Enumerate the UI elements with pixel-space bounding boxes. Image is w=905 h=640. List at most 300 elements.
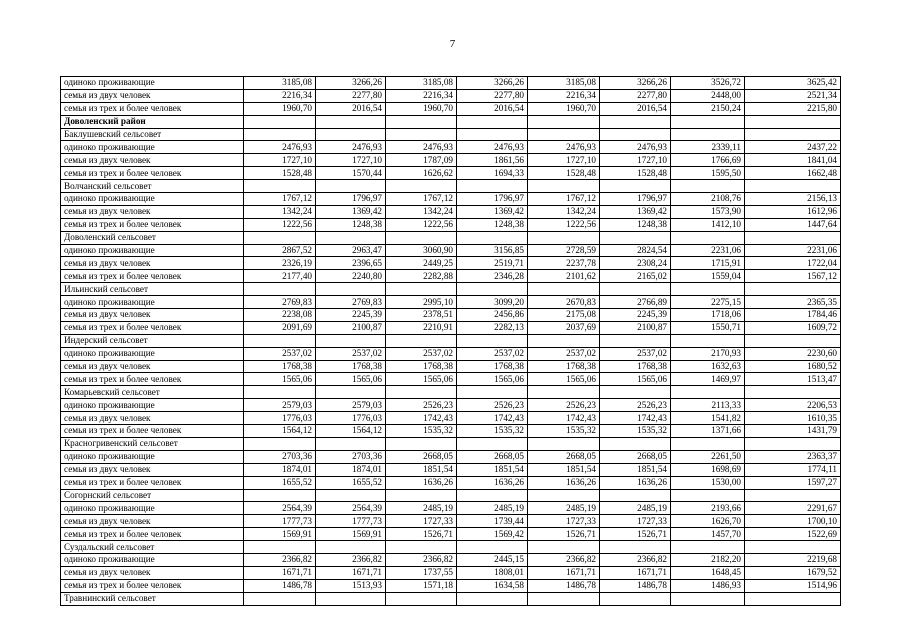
value-cell: 1610,35 (745, 412, 841, 425)
value-cell: 1960,70 (528, 102, 600, 115)
value-cell: 2177,40 (244, 270, 316, 283)
table-row (61, 154, 841, 167)
table-row (61, 373, 841, 386)
value-cell: 2308,24 (600, 257, 671, 270)
value-cell (600, 437, 671, 450)
value-cell: 1535,32 (386, 425, 457, 438)
value-cell (600, 541, 671, 554)
table-row (61, 463, 841, 476)
table-row (61, 102, 841, 115)
table-row (61, 476, 841, 489)
value-cell: 1727,33 (600, 515, 671, 528)
value-cell: 1342,24 (244, 205, 316, 218)
value-cell: 2485,19 (386, 502, 457, 515)
value-cell: 2170,93 (671, 347, 745, 360)
row-label: Травнинский сельсовет (61, 592, 244, 605)
value-cell (528, 231, 600, 244)
value-cell: 1626,70 (671, 515, 745, 528)
row-label: одиноко проживающие (61, 141, 244, 154)
value-cell: 1371,66 (671, 425, 745, 438)
value-cell: 2579,03 (316, 399, 386, 412)
row-label: семья из двух человек (61, 309, 244, 322)
table-row (61, 115, 841, 128)
value-cell: 2231,06 (745, 244, 841, 257)
value-cell: 2091,69 (244, 321, 316, 334)
value-cell (316, 489, 386, 502)
value-cell: 2365,35 (745, 296, 841, 309)
row-label: семья из трех и более человек (61, 270, 244, 283)
value-cell: 2766,89 (600, 296, 671, 309)
value-cell: 2240,80 (316, 270, 386, 283)
table-row (61, 141, 841, 154)
value-cell (457, 180, 528, 193)
value-cell: 1431,79 (745, 425, 841, 438)
row-label: одиноко проживающие (61, 244, 244, 257)
value-cell: 1522,69 (745, 528, 841, 541)
row-label: одиноко проживающие (61, 450, 244, 463)
table-row (61, 218, 841, 231)
value-cell: 1612,96 (745, 205, 841, 218)
value-cell (745, 180, 841, 193)
row-label: Индерский сельсовет (61, 334, 244, 347)
value-cell: 1569,91 (244, 528, 316, 541)
value-cell (244, 334, 316, 347)
value-cell: 1768,38 (457, 360, 528, 373)
value-cell: 1776,03 (244, 412, 316, 425)
value-cell (386, 231, 457, 244)
value-cell (600, 115, 671, 128)
value-cell: 1609,72 (745, 321, 841, 334)
value-cell: 1768,38 (600, 360, 671, 373)
value-cell: 2113,33 (671, 399, 745, 412)
value-cell: 1342,24 (386, 205, 457, 218)
value-cell: 1742,43 (386, 412, 457, 425)
table-row (61, 193, 841, 206)
value-cell: 1248,38 (457, 218, 528, 231)
value-cell: 3266,26 (457, 77, 528, 90)
value-cell (386, 180, 457, 193)
value-cell (386, 489, 457, 502)
value-cell: 3266,26 (316, 77, 386, 90)
value-cell: 1768,38 (316, 360, 386, 373)
value-cell (244, 541, 316, 554)
value-cell: 1486,93 (671, 579, 745, 592)
value-cell: 2963,47 (316, 244, 386, 257)
table-row (61, 450, 841, 463)
row-label: одиноко проживающие (61, 399, 244, 412)
value-cell: 2769,83 (244, 296, 316, 309)
value-cell (600, 334, 671, 347)
value-cell (457, 128, 528, 141)
row-label: семья из двух человек (61, 360, 244, 373)
table-row (61, 553, 841, 566)
value-cell: 2282,13 (457, 321, 528, 334)
value-cell (745, 283, 841, 296)
value-cell: 3185,08 (244, 77, 316, 90)
row-label: семья из трех и более человек (61, 218, 244, 231)
value-cell: 1796,97 (316, 193, 386, 206)
value-cell (528, 489, 600, 502)
value-cell (457, 283, 528, 296)
value-cell: 1737,55 (386, 566, 457, 579)
value-cell (457, 437, 528, 450)
row-label: Комарьевский сельсовет (61, 386, 244, 399)
value-cell: 2366,82 (316, 553, 386, 566)
value-cell: 1662,48 (745, 167, 841, 180)
value-cell (528, 592, 600, 605)
value-cell: 2237,78 (528, 257, 600, 270)
value-cell: 1767,12 (528, 193, 600, 206)
row-label: семья из трех и более человек (61, 167, 244, 180)
value-cell: 1648,45 (671, 566, 745, 579)
value-cell (745, 437, 841, 450)
value-cell: 2108,76 (671, 193, 745, 206)
value-cell: 1768,38 (528, 360, 600, 373)
value-cell (600, 283, 671, 296)
table-row (61, 489, 841, 502)
row-label: семья из трех и более человек (61, 579, 244, 592)
value-cell: 1727,10 (316, 154, 386, 167)
value-cell: 1567,12 (745, 270, 841, 283)
value-cell: 2526,23 (457, 399, 528, 412)
value-cell: 2339,11 (671, 141, 745, 154)
row-label: семья из двух человек (61, 154, 244, 167)
table-row (61, 541, 841, 554)
value-cell: 2346,28 (457, 270, 528, 283)
value-cell: 2216,34 (244, 89, 316, 102)
value-cell: 1528,48 (600, 167, 671, 180)
value-cell: 1412,10 (671, 218, 745, 231)
value-cell (745, 592, 841, 605)
value-cell: 1874,01 (316, 463, 386, 476)
table-row (61, 412, 841, 425)
value-cell: 1680,52 (745, 360, 841, 373)
value-cell: 1796,97 (457, 193, 528, 206)
value-cell: 1851,54 (386, 463, 457, 476)
value-cell: 2206,53 (745, 399, 841, 412)
value-cell: 1248,38 (316, 218, 386, 231)
table-row (61, 321, 841, 334)
value-cell: 1694,33 (457, 167, 528, 180)
value-cell: 2537,02 (600, 347, 671, 360)
value-cell: 1727,10 (528, 154, 600, 167)
value-cell: 2564,39 (244, 502, 316, 515)
value-cell: 2476,93 (316, 141, 386, 154)
value-cell: 2476,93 (244, 141, 316, 154)
value-cell (457, 386, 528, 399)
value-cell: 2476,93 (528, 141, 600, 154)
row-label: Красногривенский сельсовет (61, 437, 244, 450)
table-row (61, 309, 841, 322)
value-cell: 2526,23 (528, 399, 600, 412)
value-cell: 2537,02 (457, 347, 528, 360)
value-cell: 2366,82 (528, 553, 600, 566)
row-label: семья из двух человек (61, 257, 244, 270)
value-cell: 2476,93 (457, 141, 528, 154)
value-cell (244, 283, 316, 296)
value-cell (386, 592, 457, 605)
value-cell: 2366,82 (386, 553, 457, 566)
value-cell: 2445,15 (457, 553, 528, 566)
value-cell (316, 437, 386, 450)
value-cell: 3185,08 (386, 77, 457, 90)
value-cell (244, 180, 316, 193)
value-cell (745, 128, 841, 141)
row-label: Суздальский сельсовет (61, 541, 244, 554)
page-number: 7 (449, 38, 456, 50)
value-cell: 3060,90 (386, 244, 457, 257)
table-row (61, 205, 841, 218)
value-cell: 3266,26 (600, 77, 671, 90)
value-cell: 1742,43 (600, 412, 671, 425)
value-cell (671, 541, 745, 554)
value-cell: 3625,42 (745, 77, 841, 90)
value-cell: 2100,87 (316, 321, 386, 334)
value-cell: 1655,52 (244, 476, 316, 489)
table-row (61, 334, 841, 347)
tariff-table (60, 76, 841, 606)
value-cell: 2485,19 (457, 502, 528, 515)
table-row (61, 167, 841, 180)
value-cell: 1248,38 (600, 218, 671, 231)
value-cell: 1565,06 (386, 373, 457, 386)
value-cell (386, 334, 457, 347)
value-cell (671, 592, 745, 605)
value-cell: 1851,54 (457, 463, 528, 476)
value-cell: 2277,80 (457, 89, 528, 102)
value-cell: 2668,05 (386, 450, 457, 463)
value-cell: 1861,56 (457, 154, 528, 167)
value-cell (386, 128, 457, 141)
value-cell (528, 386, 600, 399)
value-cell (316, 592, 386, 605)
value-cell: 2016,54 (457, 102, 528, 115)
table-row (61, 89, 841, 102)
value-cell (457, 489, 528, 502)
value-cell: 2728,59 (528, 244, 600, 257)
value-cell: 1569,42 (457, 528, 528, 541)
value-cell (386, 386, 457, 399)
value-cell (244, 128, 316, 141)
value-cell: 3185,08 (528, 77, 600, 90)
value-cell: 1513,93 (316, 579, 386, 592)
value-cell: 2277,80 (600, 89, 671, 102)
table-row (61, 566, 841, 579)
value-cell (316, 386, 386, 399)
table-row (61, 231, 841, 244)
table-row (61, 592, 841, 605)
value-cell (745, 231, 841, 244)
value-cell: 1766,69 (671, 154, 745, 167)
value-cell: 1526,71 (528, 528, 600, 541)
value-cell (316, 128, 386, 141)
value-cell: 1222,56 (528, 218, 600, 231)
value-cell: 1565,06 (600, 373, 671, 386)
table-row (61, 347, 841, 360)
value-cell (528, 283, 600, 296)
value-cell (671, 180, 745, 193)
value-cell: 2537,02 (528, 347, 600, 360)
value-cell: 2245,39 (316, 309, 386, 322)
value-cell: 2670,83 (528, 296, 600, 309)
value-cell: 2165,02 (600, 270, 671, 283)
value-cell: 1569,91 (316, 528, 386, 541)
table-row (61, 270, 841, 283)
value-cell: 2703,36 (244, 450, 316, 463)
table-body (61, 77, 841, 606)
row-label: семья из двух человек (61, 463, 244, 476)
value-cell: 3526,72 (671, 77, 745, 90)
row-label: одиноко проживающие (61, 347, 244, 360)
value-cell (600, 489, 671, 502)
value-cell: 2182,20 (671, 553, 745, 566)
value-cell: 1570,44 (316, 167, 386, 180)
table-row (61, 244, 841, 257)
row-label: Согорнский сельсовет (61, 489, 244, 502)
value-cell: 1369,42 (457, 205, 528, 218)
table-row (61, 386, 841, 399)
value-cell (600, 592, 671, 605)
value-cell: 1777,73 (316, 515, 386, 528)
value-cell: 2016,54 (600, 102, 671, 115)
table-row (61, 180, 841, 193)
value-cell: 2363,37 (745, 450, 841, 463)
value-cell (386, 437, 457, 450)
value-cell: 1727,33 (528, 515, 600, 528)
value-cell: 1722,04 (745, 257, 841, 270)
value-cell: 1727,10 (244, 154, 316, 167)
value-cell: 2238,08 (244, 309, 316, 322)
value-cell: 3099,20 (457, 296, 528, 309)
value-cell: 1535,32 (600, 425, 671, 438)
value-cell: 1784,46 (745, 309, 841, 322)
value-cell: 1535,32 (457, 425, 528, 438)
value-cell: 2150,24 (671, 102, 745, 115)
value-cell: 1636,26 (457, 476, 528, 489)
value-cell: 2016,54 (316, 102, 386, 115)
row-label: семья из трех и более человек (61, 102, 244, 115)
value-cell: 1655,52 (316, 476, 386, 489)
value-cell: 2275,15 (671, 296, 745, 309)
value-cell: 2448,00 (671, 89, 745, 102)
value-cell: 1571,18 (386, 579, 457, 592)
row-label: одиноко проживающие (61, 502, 244, 515)
value-cell (316, 180, 386, 193)
value-cell (600, 180, 671, 193)
value-cell: 1841,04 (745, 154, 841, 167)
table-row (61, 399, 841, 412)
value-cell: 2210,91 (386, 321, 457, 334)
value-cell (244, 386, 316, 399)
value-cell: 1636,26 (600, 476, 671, 489)
value-cell: 1851,54 (600, 463, 671, 476)
value-cell: 1796,97 (600, 193, 671, 206)
value-cell: 1767,12 (386, 193, 457, 206)
value-cell: 1565,06 (457, 373, 528, 386)
value-cell: 2537,02 (386, 347, 457, 360)
value-cell (671, 489, 745, 502)
value-cell (316, 231, 386, 244)
table-row (61, 502, 841, 515)
value-cell (316, 283, 386, 296)
value-cell: 1636,26 (386, 476, 457, 489)
table-row (61, 77, 841, 90)
value-cell (745, 541, 841, 554)
value-cell: 2537,02 (316, 347, 386, 360)
value-cell: 1634,58 (457, 579, 528, 592)
value-cell: 1671,71 (600, 566, 671, 579)
value-cell: 1486,78 (600, 579, 671, 592)
value-cell (457, 334, 528, 347)
row-label: семья из двух человек (61, 515, 244, 528)
value-cell: 1222,56 (244, 218, 316, 231)
value-cell: 1526,71 (600, 528, 671, 541)
value-cell: 2291,67 (745, 502, 841, 515)
value-cell: 1486,78 (244, 579, 316, 592)
table-row (61, 128, 841, 141)
value-cell: 2867,52 (244, 244, 316, 257)
value-cell: 1559,04 (671, 270, 745, 283)
value-cell: 1960,70 (386, 102, 457, 115)
value-cell: 2378,51 (386, 309, 457, 322)
row-label: семья из двух человек (61, 412, 244, 425)
value-cell: 2995,10 (386, 296, 457, 309)
row-label: семья из трех и более человек (61, 425, 244, 438)
value-cell: 1774,11 (745, 463, 841, 476)
value-cell: 1565,06 (316, 373, 386, 386)
table-row (61, 283, 841, 296)
value-cell: 1541,82 (671, 412, 745, 425)
value-cell: 2668,05 (457, 450, 528, 463)
value-cell: 2769,83 (316, 296, 386, 309)
value-cell: 1222,56 (386, 218, 457, 231)
value-cell (244, 592, 316, 605)
value-cell (600, 231, 671, 244)
value-cell (457, 231, 528, 244)
value-cell (386, 115, 457, 128)
value-cell: 1565,06 (244, 373, 316, 386)
value-cell (745, 115, 841, 128)
value-cell: 2485,19 (600, 502, 671, 515)
row-label: семья из трех и более человек (61, 373, 244, 386)
value-cell (316, 115, 386, 128)
value-cell: 2245,39 (600, 309, 671, 322)
value-cell: 2668,05 (528, 450, 600, 463)
value-cell (457, 592, 528, 605)
value-cell: 2366,82 (244, 553, 316, 566)
value-cell: 1535,32 (528, 425, 600, 438)
value-cell (244, 489, 316, 502)
value-cell: 1528,48 (528, 167, 600, 180)
value-cell: 2175,08 (528, 309, 600, 322)
row-label: семья из двух человек (61, 205, 244, 218)
value-cell (671, 128, 745, 141)
value-cell: 1671,71 (528, 566, 600, 579)
value-cell: 1565,06 (528, 373, 600, 386)
value-cell: 2282,88 (386, 270, 457, 283)
row-label: семья из трех и более человек (61, 321, 244, 334)
value-cell (745, 489, 841, 502)
value-cell (671, 231, 745, 244)
value-cell: 1342,24 (528, 205, 600, 218)
value-cell: 1768,38 (386, 360, 457, 373)
row-label: Баклушевский сельсовет (61, 128, 244, 141)
value-cell: 1742,43 (528, 412, 600, 425)
value-cell: 2326,19 (244, 257, 316, 270)
value-cell: 1486,78 (528, 579, 600, 592)
value-cell: 2668,05 (600, 450, 671, 463)
value-cell: 1874,01 (244, 463, 316, 476)
